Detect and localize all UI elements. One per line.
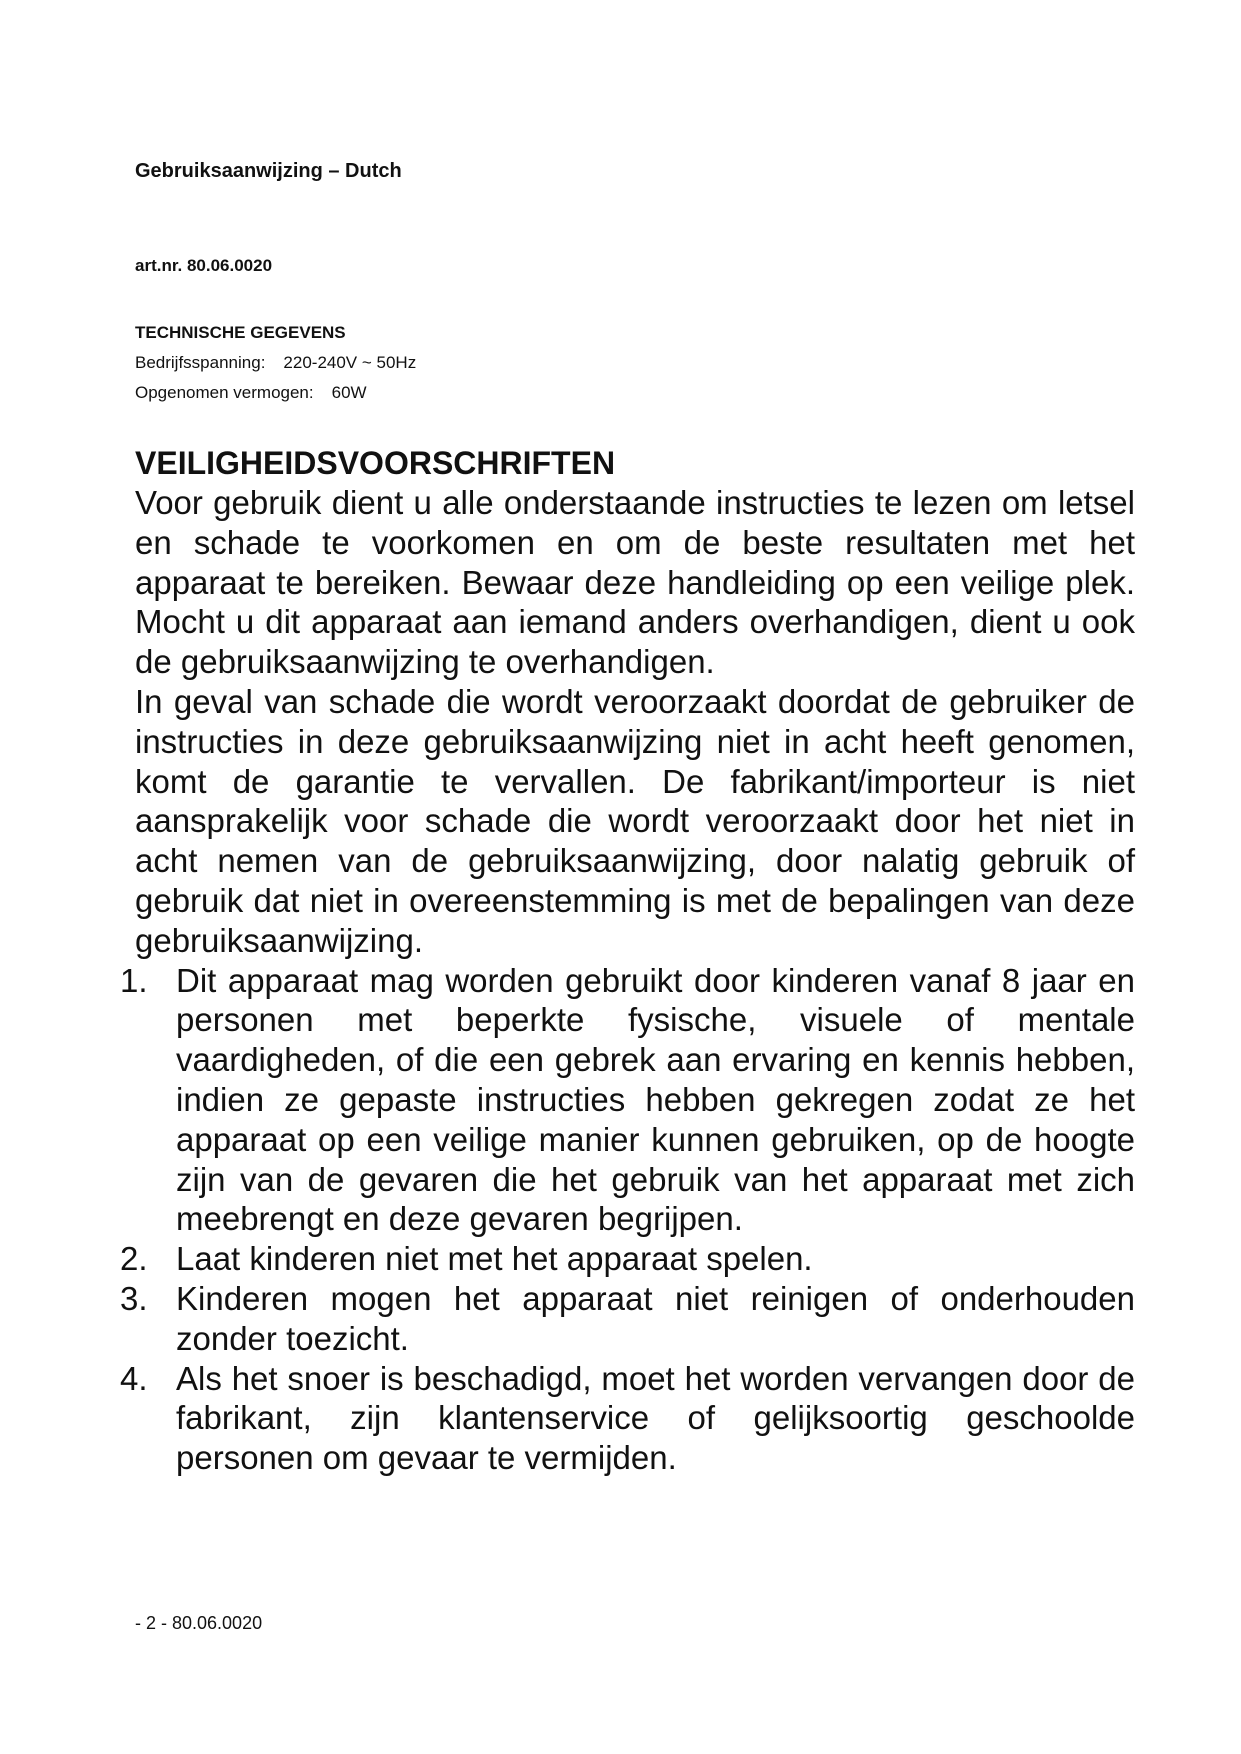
safety-paragraph: Voor gebruik dient u alle onderstaande instructies te lezen om letsel en schade te voorkomen en om de beste resultaten met het apparaat te bereiken. Bewaar deze handleiding op een veilige plek. Mocht u dit apparaat aan iemand anders overhandigen, dient u ook de gebruiksaanwijzing te overhandigen. — [135, 484, 1135, 681]
list-item — [120, 1279, 1135, 1359]
technical-data-heading: TECHNISCHE GEGEVENS — [135, 323, 346, 342]
safety-paragraph: In geval van schade die wordt veroorzaakt doordat de gebruiker de instructies in deze gebruiksaanwijzing niet in acht heeft genomen, komt de garantie te vervallen. De fabrikant/importeur is niet aansprakelijk voor schade die wordt veroorzaakt door het niet in acht nemen van de gebruiksaanwijzing, door nalatig gebruik of gebruik dat niet in overeenstemming is met de bepalingen van deze gebruiksaanwijzing. — [135, 682, 1135, 959]
technical-data-section — [135, 318, 416, 408]
article-number: art.nr. 80.06.0020 — [135, 256, 273, 275]
list-number: 3. — [120, 1279, 148, 1317]
page-footer: - 2 - 80.06.0020 — [135, 1613, 263, 1633]
tech-value: 220-240V ~ 50Hz — [283, 353, 417, 372]
tech-row-power — [135, 378, 416, 408]
tech-value: 60W — [331, 383, 367, 402]
list-text: Kinderen mogen het apparaat niet reinigen of onderhouden zonder toezicht. — [176, 1279, 1135, 1357]
list-text: Als het snoer is beschadigd, moet het worden vervangen door de fabrikant, zijn klantenservice of gelijksoortig geschoolde personen om gevaar te vermijden. — [176, 1359, 1135, 1477]
list-text: Dit apparaat mag worden gebruikt door kinderen vanaf 8 jaar en personen met beperkte fysische, visuele of mentale vaardigheden, of die een gebrek aan ervaring en kennis hebben, indien ze gepaste instructies hebben gekregen zodat ze het apparaat op een veilige manier kunnen gebruiken, op de hoogte zijn van de gevaren die het gebruik van het apparaat met zich meebrengt en deze gevaren begrijpen. — [176, 961, 1135, 1238]
tech-label: Opgenomen vermogen: — [135, 383, 314, 402]
list-item — [120, 961, 1135, 1240]
list-item — [120, 1239, 1135, 1279]
list-number: 4. — [120, 1359, 148, 1397]
list-item — [120, 1359, 1135, 1478]
safety-list — [120, 961, 1135, 1478]
tech-row-voltage — [135, 348, 416, 378]
list-number: 1. — [120, 961, 148, 999]
safety-heading: VEILIGHEIDSVOORSCHRIFTEN — [135, 445, 616, 481]
safety-section — [120, 443, 1135, 1478]
tech-label: Bedrijfsspanning: — [135, 353, 266, 372]
list-text: Laat kinderen niet met het apparaat spelen. — [176, 1240, 813, 1278]
list-number: 2. — [120, 1240, 148, 1278]
document-title: Gebruiksaanwijzing – Dutch — [135, 160, 402, 182]
